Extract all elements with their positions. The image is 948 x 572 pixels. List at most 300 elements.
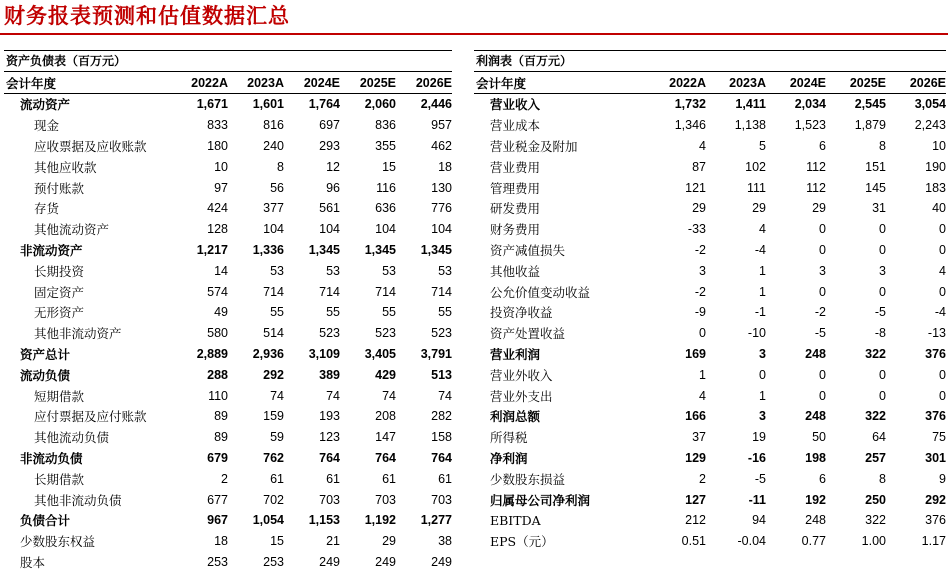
income-statement-body xyxy=(474,94,946,552)
cell-value: 192 xyxy=(766,489,826,510)
row-label: 长期借款 xyxy=(4,468,172,489)
cell-value: 14 xyxy=(172,260,228,281)
cell-value: 3 xyxy=(706,344,766,365)
cell-value: 0 xyxy=(826,240,886,261)
table-row xyxy=(4,489,452,510)
table-row xyxy=(474,260,946,281)
table-row xyxy=(4,510,452,531)
cell-value: 322 xyxy=(826,344,886,365)
cell-value: 145 xyxy=(826,177,886,198)
cell-value: 56 xyxy=(228,177,284,198)
cell-value: 376 xyxy=(886,406,946,427)
row-label: 存货 xyxy=(4,198,172,219)
income-statement-year-header: 2024E xyxy=(766,72,826,94)
table-row xyxy=(474,94,946,115)
cell-value: 64 xyxy=(826,427,886,448)
income-statement-year-header: 2025E xyxy=(826,72,886,94)
row-label: 所得税 xyxy=(474,427,646,448)
cell-value: 3 xyxy=(706,406,766,427)
cell-value: -5 xyxy=(706,468,766,489)
cell-value: 0.51 xyxy=(646,531,706,552)
cell-value: 3 xyxy=(766,260,826,281)
cell-value: 355 xyxy=(340,136,396,157)
table-row xyxy=(4,385,452,406)
cell-value: 19 xyxy=(706,427,766,448)
row-label: 其他非流动负债 xyxy=(4,489,172,510)
table-row xyxy=(474,156,946,177)
balance-sheet-header-row xyxy=(4,72,452,94)
row-label: EPS（元） xyxy=(474,531,646,552)
cell-value: 151 xyxy=(826,156,886,177)
row-label: 非流动负债 xyxy=(4,448,172,469)
cell-value: 180 xyxy=(172,136,228,157)
cell-value: 2,889 xyxy=(172,344,228,365)
cell-value: 1 xyxy=(706,281,766,302)
cell-value: 29 xyxy=(340,531,396,552)
cell-value: 116 xyxy=(340,177,396,198)
cell-value: 703 xyxy=(340,489,396,510)
cell-value: 31 xyxy=(826,198,886,219)
table-row xyxy=(4,219,452,240)
cell-value: 2,060 xyxy=(340,94,396,115)
cell-value: 292 xyxy=(228,364,284,385)
cell-value: 1,345 xyxy=(340,240,396,261)
cell-value: 714 xyxy=(396,281,452,302)
cell-value: 248 xyxy=(766,344,826,365)
cell-value: 513 xyxy=(396,364,452,385)
row-label: 投资净收益 xyxy=(474,302,646,323)
cell-value: 3,405 xyxy=(340,344,396,365)
table-row xyxy=(4,260,452,281)
cell-value: 2 xyxy=(172,468,228,489)
cell-value: 293 xyxy=(284,136,340,157)
cell-value: -33 xyxy=(646,219,706,240)
cell-value: 816 xyxy=(228,115,284,136)
row-label: 其他流动资产 xyxy=(4,219,172,240)
row-label: 营业成本 xyxy=(474,115,646,136)
cell-value: 74 xyxy=(396,385,452,406)
cell-value: 8 xyxy=(228,156,284,177)
cell-value: 102 xyxy=(706,156,766,177)
cell-value: 322 xyxy=(826,510,886,531)
cell-value: 2,545 xyxy=(826,94,886,115)
table-row xyxy=(4,468,452,489)
cell-value: 74 xyxy=(340,385,396,406)
cell-value: 9 xyxy=(886,468,946,489)
cell-value: 636 xyxy=(340,198,396,219)
cell-value: 1.00 xyxy=(826,531,886,552)
cell-value: 697 xyxy=(284,115,340,136)
cell-value: 0 xyxy=(886,219,946,240)
cell-value: 764 xyxy=(284,448,340,469)
balance-sheet-panel xyxy=(4,50,452,572)
row-label: 财务费用 xyxy=(474,219,646,240)
cell-value: 282 xyxy=(396,406,452,427)
cell-value: 0 xyxy=(766,240,826,261)
table-row xyxy=(474,302,946,323)
row-label: 少数股东损益 xyxy=(474,468,646,489)
cell-value: 257 xyxy=(826,448,886,469)
cell-value: 18 xyxy=(396,156,452,177)
cell-value: 1,217 xyxy=(172,240,228,261)
cell-value: 580 xyxy=(172,323,228,344)
cell-value: -5 xyxy=(766,323,826,344)
cell-value: 94 xyxy=(706,510,766,531)
cell-value: 0 xyxy=(766,219,826,240)
cell-value: 159 xyxy=(228,406,284,427)
row-label: 研发费用 xyxy=(474,198,646,219)
cell-value: -11 xyxy=(706,489,766,510)
cell-value: 4 xyxy=(646,385,706,406)
cell-value: 74 xyxy=(284,385,340,406)
cell-value: 15 xyxy=(228,531,284,552)
cell-value: 128 xyxy=(172,219,228,240)
cell-value: 523 xyxy=(396,323,452,344)
income-statement-year-header: 2023A xyxy=(706,72,766,94)
cell-value: 0 xyxy=(826,364,886,385)
cell-value: 158 xyxy=(396,427,452,448)
cell-value: 2,446 xyxy=(396,94,452,115)
table-row xyxy=(4,281,452,302)
balance-sheet-table xyxy=(4,72,452,572)
cell-value: -4 xyxy=(706,240,766,261)
cell-value: 1,192 xyxy=(340,510,396,531)
cell-value: 3,109 xyxy=(284,344,340,365)
cell-value: 111 xyxy=(706,177,766,198)
income-statement-year-header: 2022A xyxy=(646,72,706,94)
row-label: 其他收益 xyxy=(474,260,646,281)
cell-value: -4 xyxy=(886,302,946,323)
cell-value: 6 xyxy=(766,468,826,489)
cell-value: 8 xyxy=(826,468,886,489)
row-label: 短期借款 xyxy=(4,385,172,406)
row-label: 流动资产 xyxy=(4,94,172,115)
row-label: 营业外收入 xyxy=(474,364,646,385)
cell-value: 212 xyxy=(646,510,706,531)
cell-value: 249 xyxy=(396,552,452,572)
cell-value: 1,345 xyxy=(284,240,340,261)
table-row xyxy=(4,323,452,344)
cell-value: 248 xyxy=(766,510,826,531)
cell-value: 322 xyxy=(826,406,886,427)
cell-value: 169 xyxy=(646,344,706,365)
table-row xyxy=(4,198,452,219)
cell-value: 74 xyxy=(228,385,284,406)
table-row xyxy=(474,448,946,469)
cell-value: 29 xyxy=(706,198,766,219)
cell-value: 3,791 xyxy=(396,344,452,365)
cell-value: 1,411 xyxy=(706,94,766,115)
row-label: 资产处置收益 xyxy=(474,323,646,344)
table-row xyxy=(4,531,452,552)
cell-value: 104 xyxy=(228,219,284,240)
cell-value: 4 xyxy=(886,260,946,281)
cell-value: 61 xyxy=(396,468,452,489)
cell-value: 0 xyxy=(766,385,826,406)
cell-value: 5 xyxy=(706,136,766,157)
cell-value: 2,936 xyxy=(228,344,284,365)
cell-value: 208 xyxy=(340,406,396,427)
cell-value: 574 xyxy=(172,281,228,302)
cell-value: 429 xyxy=(340,364,396,385)
cell-value: 762 xyxy=(228,448,284,469)
cell-value: 376 xyxy=(886,344,946,365)
cell-value: -1 xyxy=(706,302,766,323)
row-label: 利润总额 xyxy=(474,406,646,427)
cell-value: 55 xyxy=(396,302,452,323)
cell-value: 37 xyxy=(646,427,706,448)
cell-value: 183 xyxy=(886,177,946,198)
row-label: 其他应收款 xyxy=(4,156,172,177)
cell-value: 967 xyxy=(172,510,228,531)
cell-value: 112 xyxy=(766,177,826,198)
cell-value: 59 xyxy=(228,427,284,448)
cell-value: -2 xyxy=(646,240,706,261)
table-row xyxy=(474,219,946,240)
cell-value: -8 xyxy=(826,323,886,344)
cell-value: 0 xyxy=(826,281,886,302)
cell-value: -13 xyxy=(886,323,946,344)
cell-value: 677 xyxy=(172,489,228,510)
row-label: 净利润 xyxy=(474,448,646,469)
income-statement-panel xyxy=(474,50,946,552)
table-row xyxy=(474,531,946,552)
cell-value: 462 xyxy=(396,136,452,157)
cell-value: 1,054 xyxy=(228,510,284,531)
cell-value: -2 xyxy=(646,281,706,302)
balance-sheet-year-header: 2024E xyxy=(284,72,340,94)
cell-value: 147 xyxy=(340,427,396,448)
cell-value: 292 xyxy=(886,489,946,510)
cell-value: 89 xyxy=(172,427,228,448)
cell-value: 833 xyxy=(172,115,228,136)
cell-value: 10 xyxy=(886,136,946,157)
cell-value: 53 xyxy=(396,260,452,281)
balance-sheet-header-label: 会计年度 xyxy=(4,72,172,94)
cell-value: 250 xyxy=(826,489,886,510)
table-row xyxy=(4,115,452,136)
page-title: 财务报表预测和估值数据汇总 xyxy=(4,0,290,34)
cell-value: 957 xyxy=(396,115,452,136)
cell-value: 55 xyxy=(284,302,340,323)
cell-value: 836 xyxy=(340,115,396,136)
cell-value: 193 xyxy=(284,406,340,427)
cell-value: 1,345 xyxy=(396,240,452,261)
cell-value: 8 xyxy=(826,136,886,157)
cell-value: 96 xyxy=(284,177,340,198)
cell-value: 4 xyxy=(646,136,706,157)
table-row xyxy=(474,364,946,385)
cell-value: 87 xyxy=(646,156,706,177)
cell-value: 0 xyxy=(886,385,946,406)
cell-value: -5 xyxy=(826,302,886,323)
cell-value: 4 xyxy=(706,219,766,240)
cell-value: 2 xyxy=(646,468,706,489)
row-label: 营业费用 xyxy=(474,156,646,177)
table-row xyxy=(4,344,452,365)
cell-value: 75 xyxy=(886,427,946,448)
cell-value: 0 xyxy=(886,240,946,261)
cell-value: 1 xyxy=(706,260,766,281)
table-row xyxy=(4,427,452,448)
table-row xyxy=(474,510,946,531)
cell-value: 53 xyxy=(284,260,340,281)
table-row xyxy=(474,489,946,510)
cell-value: 776 xyxy=(396,198,452,219)
cell-value: 377 xyxy=(228,198,284,219)
table-row xyxy=(4,364,452,385)
row-label: 应收票据及应收账款 xyxy=(4,136,172,157)
cell-value: 714 xyxy=(284,281,340,302)
cell-value: 104 xyxy=(284,219,340,240)
cell-value: 248 xyxy=(766,406,826,427)
row-label: 应付票据及应付账款 xyxy=(4,406,172,427)
balance-sheet-title: 资产负债表（百万元） xyxy=(4,50,452,72)
cell-value: 764 xyxy=(340,448,396,469)
income-statement-header-label: 会计年度 xyxy=(474,72,646,94)
cell-value: 0 xyxy=(646,323,706,344)
cell-value: 714 xyxy=(228,281,284,302)
cell-value: 0 xyxy=(886,364,946,385)
cell-value: 61 xyxy=(284,468,340,489)
balance-sheet-year-header: 2025E xyxy=(340,72,396,94)
title-divider xyxy=(0,33,948,35)
cell-value: 253 xyxy=(228,552,284,572)
income-statement-header-row xyxy=(474,72,946,94)
row-label: 营业税金及附加 xyxy=(474,136,646,157)
table-row xyxy=(4,94,452,115)
row-label: EBITDA xyxy=(474,510,646,531)
cell-value: 0.77 xyxy=(766,531,826,552)
row-label: 归属母公司净利润 xyxy=(474,489,646,510)
cell-value: 0 xyxy=(886,281,946,302)
cell-value: 253 xyxy=(172,552,228,572)
cell-value: 1,336 xyxy=(228,240,284,261)
cell-value: 703 xyxy=(396,489,452,510)
table-row xyxy=(474,198,946,219)
cell-value: 61 xyxy=(228,468,284,489)
table-row xyxy=(4,448,452,469)
table-row xyxy=(474,136,946,157)
cell-value: 1.17 xyxy=(886,531,946,552)
cell-value: 1,879 xyxy=(826,115,886,136)
cell-value: 61 xyxy=(340,468,396,489)
row-label: 资产减值损失 xyxy=(474,240,646,261)
cell-value: -0.04 xyxy=(706,531,766,552)
cell-value: 10 xyxy=(172,156,228,177)
balance-sheet-year-header: 2026E xyxy=(396,72,452,94)
table-row xyxy=(474,323,946,344)
cell-value: 1,346 xyxy=(646,115,706,136)
cell-value: -10 xyxy=(706,323,766,344)
cell-value: 0 xyxy=(826,385,886,406)
cell-value: 249 xyxy=(284,552,340,572)
cell-value: 53 xyxy=(340,260,396,281)
row-label: 其他流动负债 xyxy=(4,427,172,448)
cell-value: 0 xyxy=(766,364,826,385)
cell-value: 561 xyxy=(284,198,340,219)
cell-value: 53 xyxy=(228,260,284,281)
table-row xyxy=(474,115,946,136)
cell-value: 15 xyxy=(340,156,396,177)
cell-value: 703 xyxy=(284,489,340,510)
cell-value: 55 xyxy=(228,302,284,323)
cell-value: 29 xyxy=(646,198,706,219)
cell-value: 104 xyxy=(396,219,452,240)
cell-value: 130 xyxy=(396,177,452,198)
cell-value: 514 xyxy=(228,323,284,344)
cell-value: 129 xyxy=(646,448,706,469)
cell-value: 40 xyxy=(886,198,946,219)
cell-value: 424 xyxy=(172,198,228,219)
table-row xyxy=(474,385,946,406)
cell-value: 166 xyxy=(646,406,706,427)
cell-value: 2,034 xyxy=(766,94,826,115)
cell-value: 3 xyxy=(826,260,886,281)
cell-value: 190 xyxy=(886,156,946,177)
row-label: 长期投资 xyxy=(4,260,172,281)
cell-value: 127 xyxy=(646,489,706,510)
cell-value: -16 xyxy=(706,448,766,469)
income-statement-table xyxy=(474,72,946,552)
cell-value: 89 xyxy=(172,406,228,427)
income-statement-year-header: 2026E xyxy=(886,72,946,94)
cell-value: 1,764 xyxy=(284,94,340,115)
cell-value: 1,523 xyxy=(766,115,826,136)
cell-value: 198 xyxy=(766,448,826,469)
cell-value: 2,243 xyxy=(886,115,946,136)
balance-sheet-body xyxy=(4,94,452,572)
cell-value: 301 xyxy=(886,448,946,469)
cell-value: 389 xyxy=(284,364,340,385)
row-label: 其他非流动资产 xyxy=(4,323,172,344)
cell-value: 702 xyxy=(228,489,284,510)
row-label: 资产总计 xyxy=(4,344,172,365)
table-row xyxy=(4,136,452,157)
cell-value: 18 xyxy=(172,531,228,552)
table-row xyxy=(474,281,946,302)
row-label: 营业外支出 xyxy=(474,385,646,406)
table-row xyxy=(474,240,946,261)
cell-value: 1,138 xyxy=(706,115,766,136)
table-row xyxy=(4,240,452,261)
cell-value: 0 xyxy=(766,281,826,302)
table-row xyxy=(4,302,452,323)
cell-value: 49 xyxy=(172,302,228,323)
row-label: 公允价值变动收益 xyxy=(474,281,646,302)
table-row xyxy=(474,344,946,365)
table-row xyxy=(4,156,452,177)
cell-value: 121 xyxy=(646,177,706,198)
cell-value: 523 xyxy=(340,323,396,344)
row-label: 流动负债 xyxy=(4,364,172,385)
cell-value: 104 xyxy=(340,219,396,240)
row-label: 股本 xyxy=(4,552,172,572)
cell-value: 1 xyxy=(706,385,766,406)
row-label: 营业收入 xyxy=(474,94,646,115)
cell-value: 764 xyxy=(396,448,452,469)
cell-value: 3,054 xyxy=(886,94,946,115)
table-row xyxy=(474,468,946,489)
cell-value: 3 xyxy=(646,260,706,281)
cell-value: 55 xyxy=(340,302,396,323)
cell-value: 1 xyxy=(646,364,706,385)
cell-value: 1,153 xyxy=(284,510,340,531)
cell-value: 6 xyxy=(766,136,826,157)
table-row xyxy=(474,177,946,198)
table-row xyxy=(4,177,452,198)
cell-value: 112 xyxy=(766,156,826,177)
